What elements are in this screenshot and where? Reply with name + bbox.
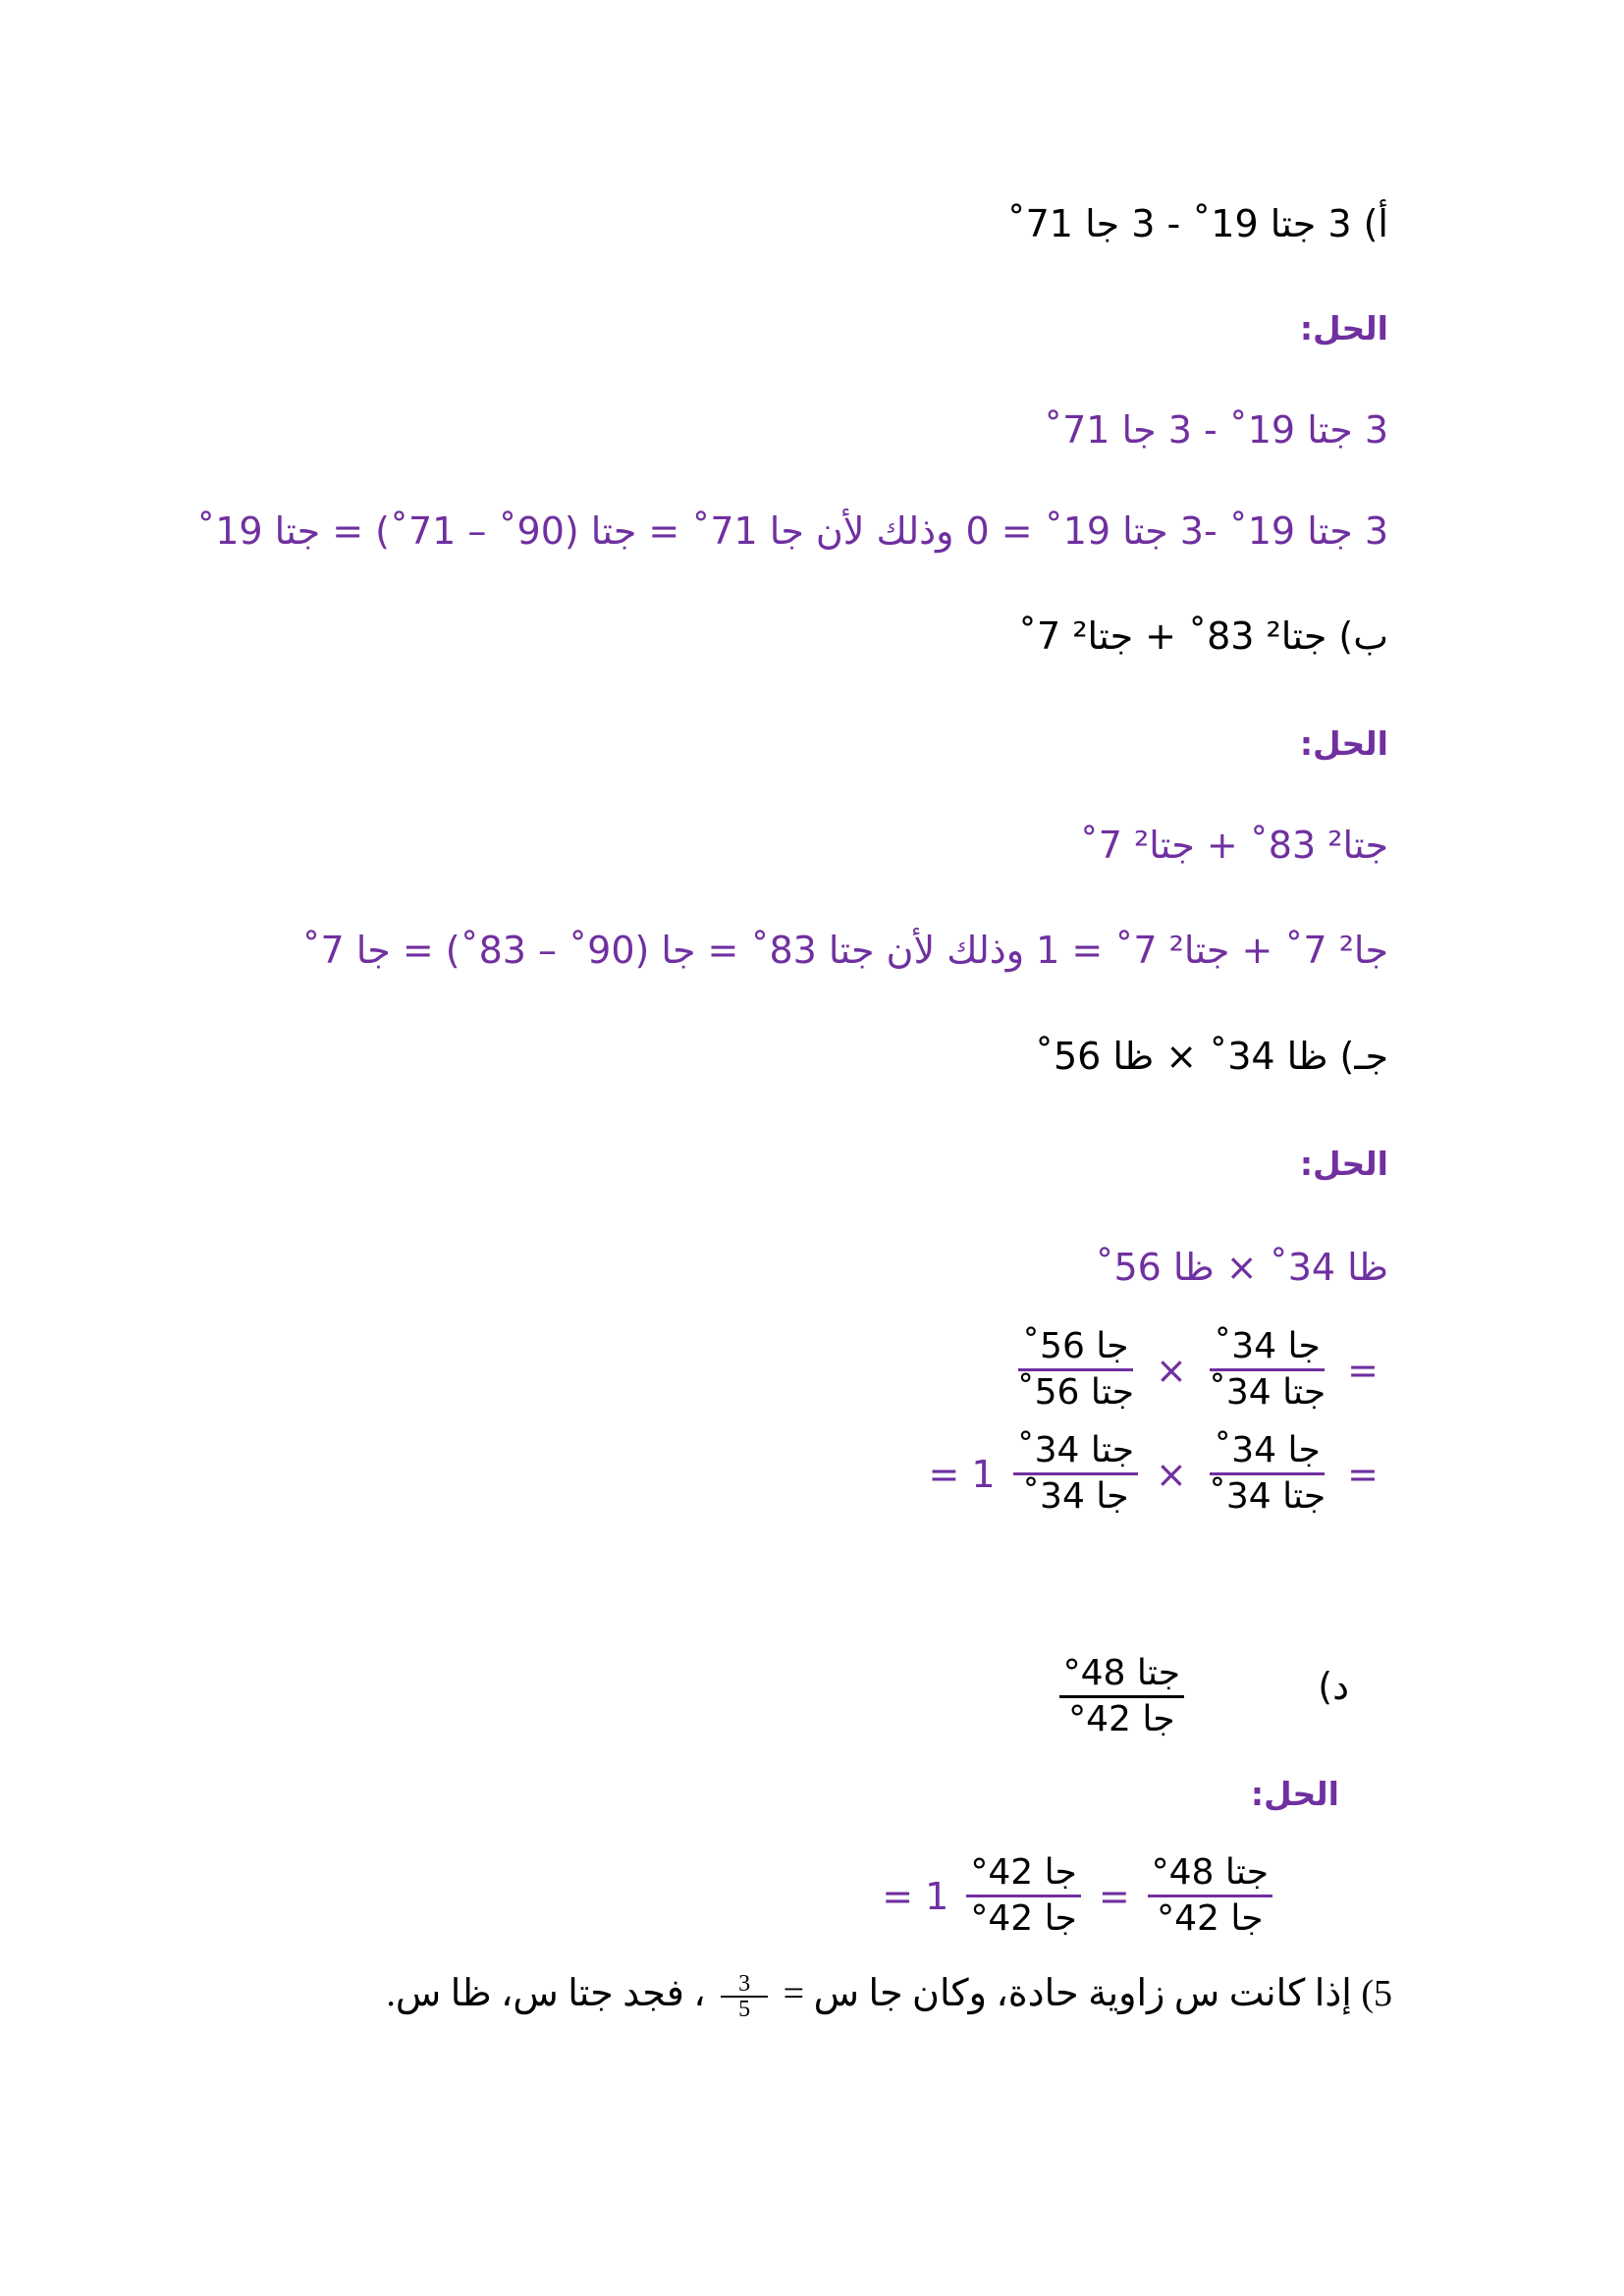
question-b: ب) جتا² 83˚ + جتا² 7˚: [1018, 614, 1388, 658]
solution-c-row1: [1005, 1327, 1388, 1413]
fraction-denominator: جا 42°: [1157, 1898, 1264, 1939]
solution-label-d: الحل:: [1250, 1775, 1339, 1813]
equals-sign: =: [1098, 1874, 1130, 1918]
fraction-numerator: جتا 34˚: [1013, 1431, 1138, 1475]
fraction-numerator: جا 34˚: [1210, 1431, 1324, 1475]
fraction-denominator: جتا 34˚: [1208, 1476, 1326, 1517]
fraction-denominator: جا 42°: [1068, 1699, 1175, 1739]
solution-a-step1: 3 جتا 19˚ - 3 جا 71˚: [1044, 408, 1388, 452]
fraction: [1205, 1327, 1329, 1413]
solution-d-row: [872, 1853, 1280, 1939]
fraction: [1205, 1431, 1329, 1517]
fraction-denominator: جا 42°: [970, 1898, 1077, 1939]
question-5-text-end: ، فجد جتا س، ظا س.: [386, 1973, 716, 2014]
fraction-denominator: جتا 56˚: [1016, 1372, 1134, 1413]
fraction: [1013, 1431, 1138, 1517]
fraction-numerator: جا 42°: [966, 1853, 1080, 1897]
solution-label-b: الحل:: [1299, 724, 1388, 763]
question-a: أ) 3 جتا 19˚ - 3 جا 71˚: [1006, 202, 1388, 245]
times-sign: ×: [1155, 1348, 1187, 1392]
fraction: [1148, 1853, 1272, 1939]
fraction-numerator: جتا 48°: [1059, 1654, 1184, 1698]
fraction-denominator: جتا 34˚: [1208, 1372, 1326, 1413]
solution-label-c: الحل:: [1299, 1145, 1388, 1183]
fraction-denominator: 5: [738, 1997, 751, 2023]
fraction-numerator: 3: [721, 1972, 768, 1998]
fraction: [721, 1972, 768, 2021]
question-c: جـ) ظا 34˚ × ظا 56˚: [1034, 1035, 1388, 1078]
equals-sign: =: [1347, 1452, 1379, 1496]
fraction: [966, 1853, 1080, 1939]
solution-c-row2: [919, 1431, 1388, 1517]
solution-c-step1: ظا 34˚ × ظا 56˚: [1095, 1246, 1388, 1289]
result: = 1: [928, 1452, 996, 1496]
fraction: [1013, 1327, 1138, 1413]
fraction-numerator: جا 56˚: [1018, 1327, 1132, 1371]
equals-sign: =: [1347, 1348, 1379, 1392]
result: = 1: [882, 1874, 949, 1918]
solution-b-step2: جا² 7˚ + جتا² 7˚ = 1 وذلك لأن جتا 83˚ = جا (90˚ – 83˚) = جا 7˚: [301, 929, 1388, 972]
fraction-numerator: جا 34˚: [1210, 1327, 1324, 1371]
solution-a-step2: 3 جتا 19˚ -3 جتا 19˚ = 0 وذلك لأن جا 71˚ = جتا (90˚ – 71˚) = جتا 19˚: [196, 509, 1388, 553]
fraction-denominator: جا 34˚: [1022, 1476, 1129, 1517]
fraction: [1059, 1654, 1184, 1739]
fraction-numerator: جتا 48°: [1148, 1853, 1272, 1897]
solution-b-step1: جتا² 83˚ + جتا² 7˚: [1079, 824, 1388, 867]
question-d-expression: [1052, 1654, 1192, 1739]
question-5-text-start: 5) إذا كانت س زاوية حادة، وكان جا س =: [774, 1973, 1392, 2014]
question-d-label: د): [1318, 1665, 1349, 1708]
solution-label-a: الحل:: [1299, 309, 1388, 347]
question-5: [386, 1971, 1392, 2021]
times-sign: ×: [1155, 1452, 1187, 1496]
